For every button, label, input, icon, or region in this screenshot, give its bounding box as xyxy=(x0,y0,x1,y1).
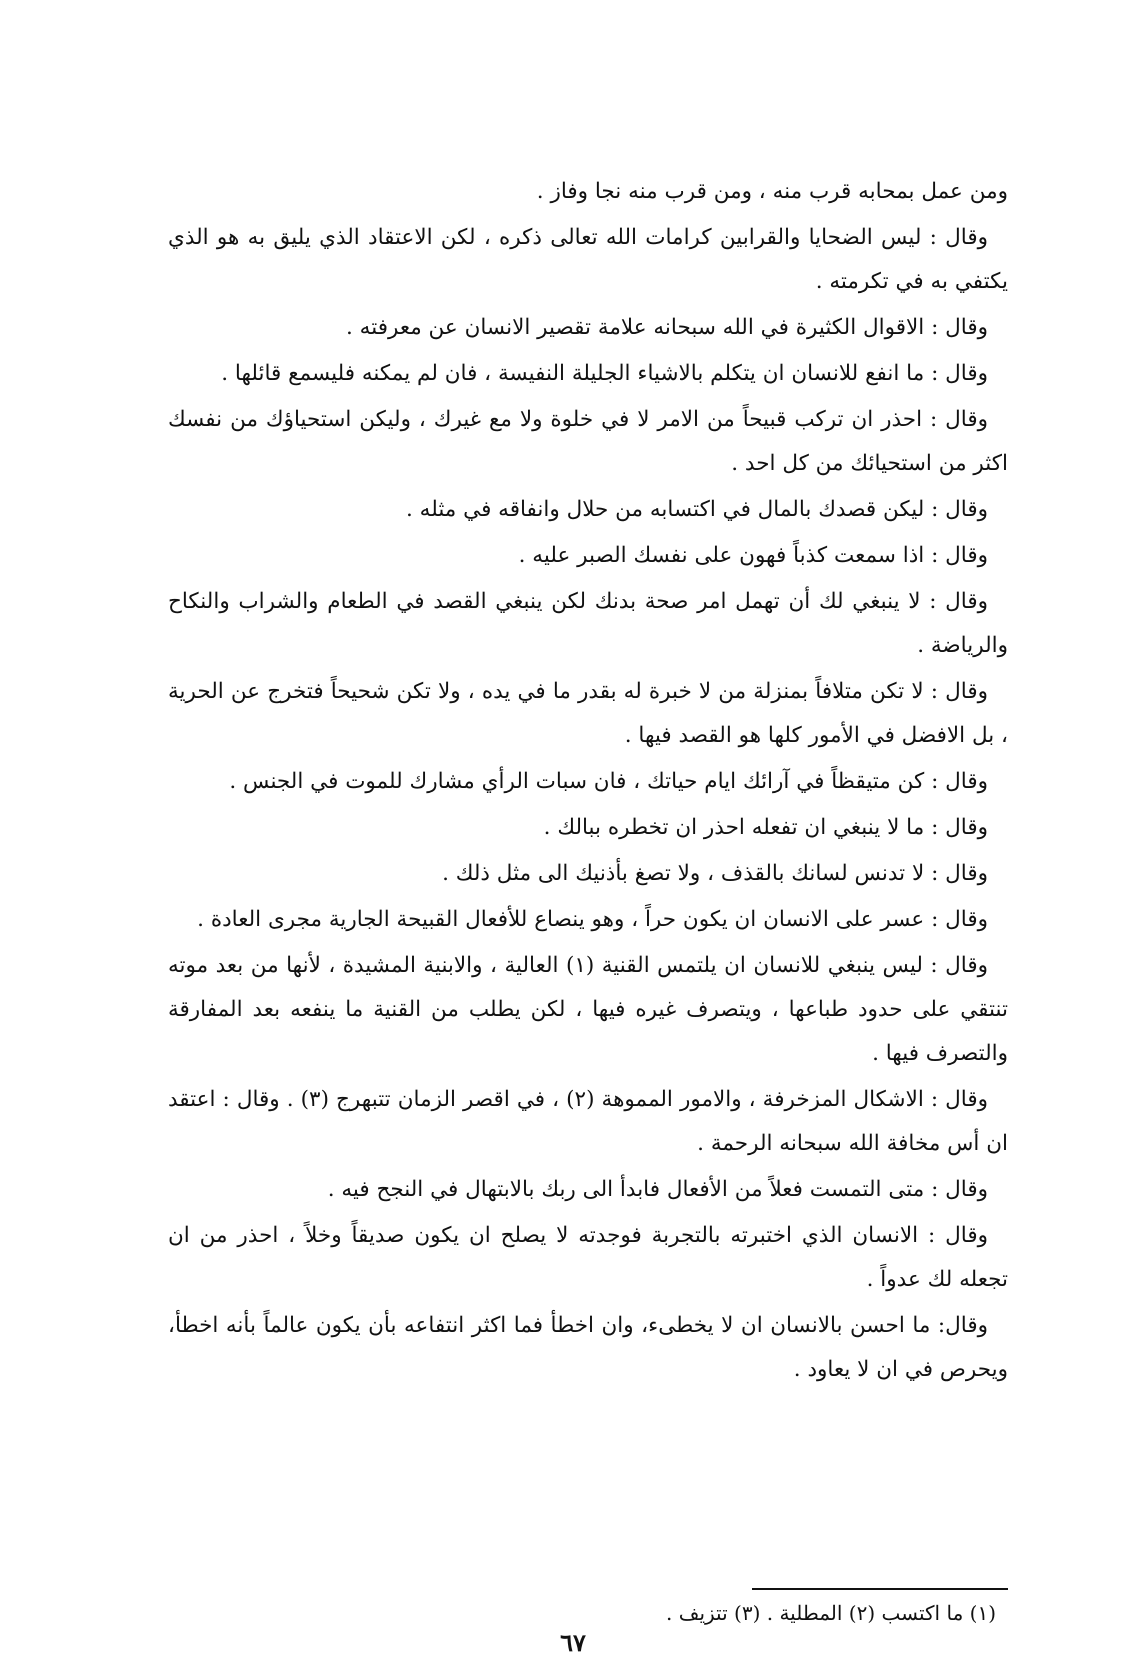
main-text xyxy=(168,170,1008,1394)
paragraph-15: وقال : الاشكال المزخرفة ، والامور المموهة (٢) ، في اقصر الزمان تتبهرج (٣) . وقال : اعتقد ان أس مخافة الله سبحانه الرحمة . xyxy=(168,1087,1008,1156)
paragraph-11: وقال : ما لا ينبغي ان تفعله احذر ان تخطره ببالك . xyxy=(543,815,988,840)
page-number: ٦٧ xyxy=(560,1628,586,1657)
paragraph-6: وقال : ليكن قصدك بالمال في اكتسابه من حلال وانفاقه في مثله . xyxy=(406,497,988,522)
footnote-divider xyxy=(752,1588,1008,1590)
paragraph-4: وقال : ما انفع للانسان ان يتكلم بالاشياء الجليلة النفيسة ، فان لم يمكنه فليسمع قائلها . xyxy=(221,361,988,386)
paragraph-9: وقال : لا تكن متلافاً بمنزلة من لا خبرة له بقدر ما في يده ، ولا تكن شحيحاً فتخرج عن الحرية ، بل الافضل في الأمور كلها هو القصد فيها . xyxy=(168,679,1008,748)
paragraph-3: وقال : الاقوال الكثيرة في الله سبحانه علامة تقصير الانسان عن معرفته . xyxy=(346,315,988,340)
paragraph-17: وقال : الانسان الذي اختبرته بالتجربة فوجدته لا يصلح ان يكون صديقاً وخلاً ، احذر من ان تجعله لك عدواً . xyxy=(168,1223,1008,1292)
paragraph-18: وقال: ما احسن بالانسان ان لا يخطىء، وان اخطأ فما اكثر انتفاعه بأن يكون عالماً بأنه اخطأ، ويحرص في ان لا يعاود . xyxy=(168,1313,1008,1382)
paragraph-16: وقال : متى التمست فعلاً من الأفعال فابدأ الى ربك بالابتهال في النجح فيه . xyxy=(327,1177,988,1202)
paragraph-12: وقال : لا تدنس لسانك بالقذف ، ولا تصغ بأذنيك الى مثل ذلك . xyxy=(442,861,988,886)
paragraph-1: ومن عمل بمحابه قرب منه ، ومن قرب منه نجا وفاز . xyxy=(536,179,1008,204)
paragraph-5: وقال : احذر ان تركب قبيحاً من الامر لا في خلوة ولا مع غيرك ، وليكن استحياؤك من نفسك اكثر من استحيائك من كل احد . xyxy=(168,407,1008,476)
paragraph-7: وقال : اذا سمعت كذباً فهون على نفسك الصبر عليه . xyxy=(518,543,988,568)
paragraph-2: وقال : ليس الضحايا والقرابين كرامات الله تعالى ذكره ، لكن الاعتقاد الذي يليق به هو الذي يكتفي به في تكرمته . xyxy=(168,225,1008,294)
paragraph-14: وقال : ليس ينبغي للانسان ان يلتمس القنية (١) العالية ، والابنية المشيدة ، لأنها من بعد موته تنتقي على حدود طباعها ، ويتصرف غيره فيها ، لكن يطلب من القنية ما ينفعه بعد المفارقة والتصرف فيها . xyxy=(168,953,1008,1066)
paragraph-13: وقال : عسر على الانسان ان يكون حراً ، وهو ينصاع للأفعال القبيحة الجارية مجرى العادة . xyxy=(197,907,988,932)
footnote: (١) ما اكتسب (٢) المطلية . (٣) تتزيف . xyxy=(666,1601,996,1625)
paragraph-8: وقال : لا ينبغي لك أن تهمل امر صحة بدنك لكن ينبغي القصد في الطعام والشراب والنكاح والرياضة . xyxy=(168,589,1008,658)
paragraph-10: وقال : كن متيقظاً في آرائك ايام حياتك ، فان سبات الرأي مشارك للموت في الجنس . xyxy=(229,769,988,794)
